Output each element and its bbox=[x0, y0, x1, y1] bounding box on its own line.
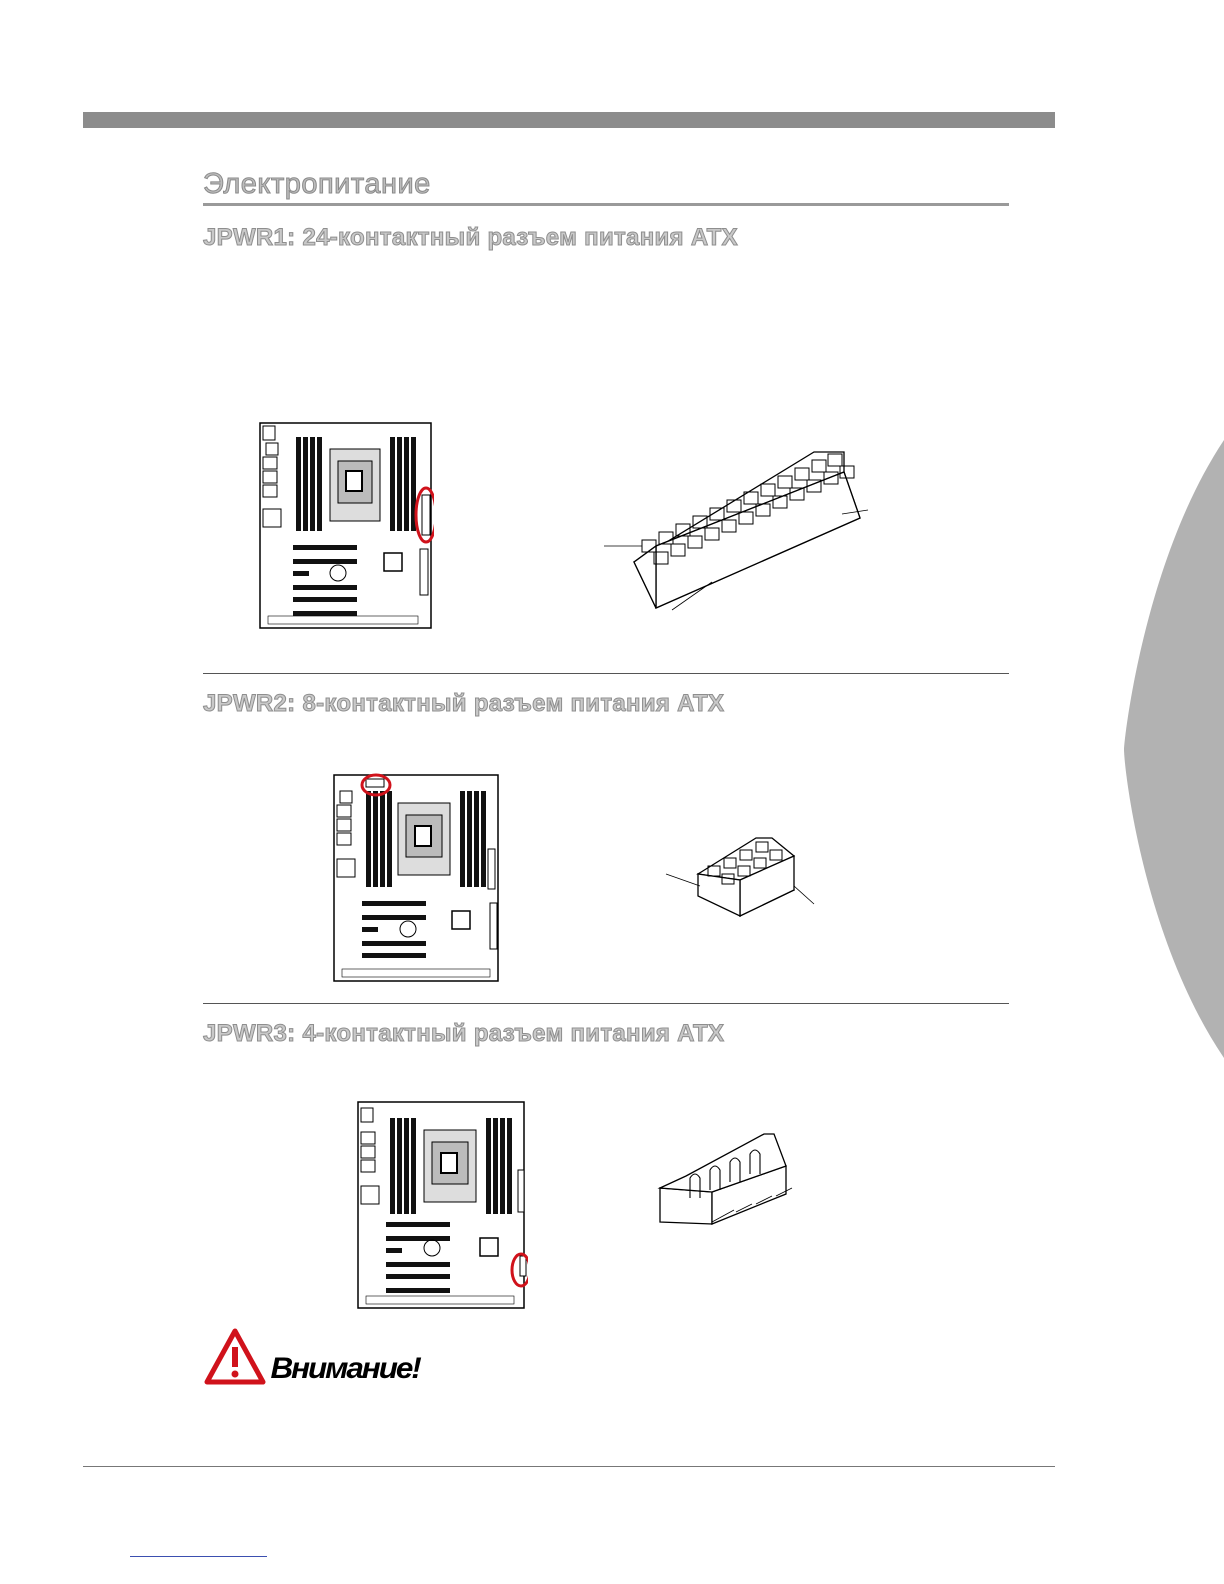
jpwr2-8pin-connector-diagram bbox=[664, 836, 820, 924]
jpwr3-4pin-connector-diagram bbox=[656, 1130, 796, 1230]
section-title-rule bbox=[203, 203, 1009, 206]
motherboard-diagram-jpwr1 bbox=[258, 421, 434, 631]
jpwr1-title: JPWR1: 24-контактный разъем питания ATX bbox=[203, 224, 738, 251]
jpwr1-24pin-connector-diagram bbox=[602, 450, 874, 618]
warning-label: Внимание! bbox=[270, 1352, 420, 1385]
side-chapter-tab bbox=[1124, 440, 1224, 1058]
footer-rule bbox=[83, 1466, 1055, 1467]
separator-1 bbox=[203, 673, 1009, 674]
jpwr3-title: JPWR3: 4-контактный разъем питания ATX bbox=[203, 1020, 725, 1047]
footer-link-underline[interactable] bbox=[130, 1556, 267, 1557]
header-bar bbox=[83, 112, 1055, 128]
motherboard-diagram-jpwr2 bbox=[332, 773, 502, 985]
jpwr2-title: JPWR2: 8-контактный разъем питания ATX bbox=[203, 690, 725, 717]
separator-2 bbox=[203, 1003, 1009, 1004]
motherboard-diagram-jpwr3 bbox=[356, 1100, 528, 1312]
section-title: Электропитание bbox=[203, 168, 431, 200]
warning-triangle-icon bbox=[203, 1327, 267, 1387]
